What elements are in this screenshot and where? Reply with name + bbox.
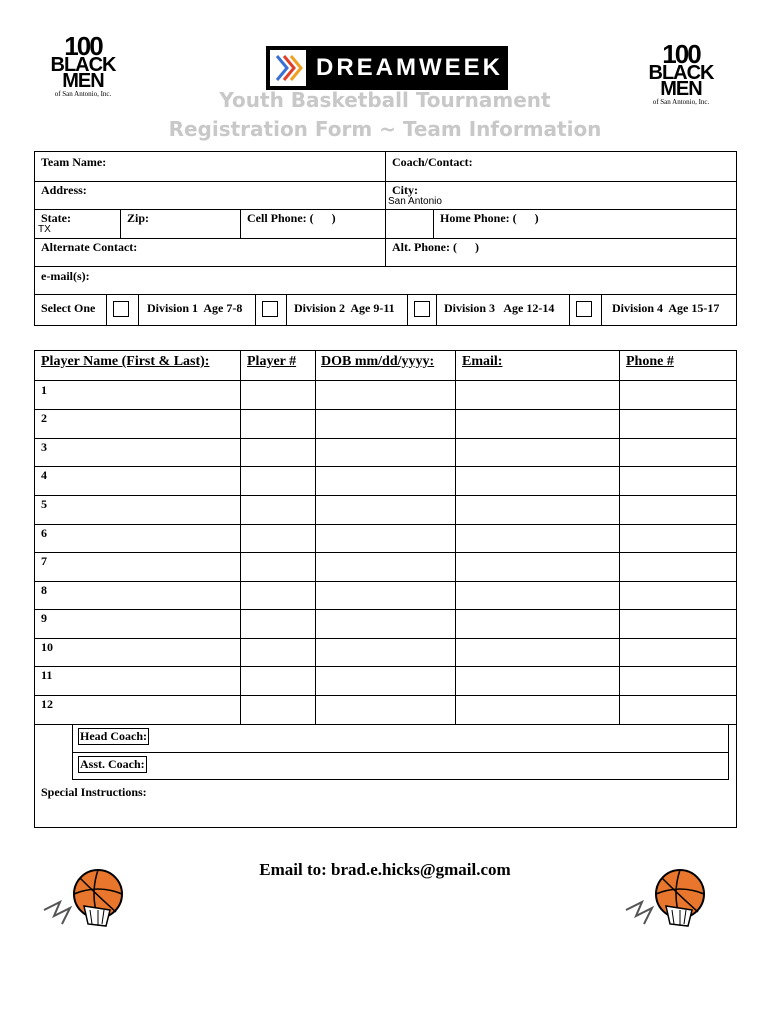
100-black-men-logo-left: 100 BLACK MEN of San Antonio, Inc.: [50, 31, 116, 98]
basketball-mascot-right-icon: [622, 866, 712, 935]
zip-field[interactable]: Zip:: [127, 211, 150, 225]
dreamweek-logo: DREAMWEEK: [266, 46, 508, 90]
alt-phone-field[interactable]: Alt. Phone: ( ): [392, 240, 479, 254]
row-divider: [34, 409, 737, 410]
player-row-number: 9: [41, 611, 47, 625]
select-one-label: Select One: [41, 301, 96, 315]
100-black-men-logo-right: 100 BLACK MEN of San Antonio, Inc.: [648, 39, 714, 106]
cell-phone-field[interactable]: Cell Phone: ( ): [247, 211, 336, 225]
form-title-line2: Registration Form ~ Team Information: [168, 117, 602, 141]
coach-contact-field[interactable]: Coach/Contact:: [392, 155, 473, 169]
header-player-number: Player #: [247, 354, 297, 369]
state-value: TX: [38, 224, 51, 235]
form-title-line1: Youth Basketball Tournament: [219, 88, 551, 112]
division-2-label: Division 2 Age 9-11: [294, 301, 395, 315]
basketball-mascot-left-icon: [40, 866, 130, 935]
player-row-number: 2: [41, 411, 47, 425]
asst-coach-field[interactable]: Asst. Coach:: [80, 757, 145, 771]
home-phone-field[interactable]: Home Phone: ( ): [440, 211, 539, 225]
player-row-number: 1: [41, 383, 47, 397]
player-row-number: 10: [41, 640, 53, 654]
division-2-checkbox[interactable]: [262, 301, 278, 317]
address-field[interactable]: Address:: [41, 183, 87, 197]
alternate-contact-field[interactable]: Alternate Contact:: [41, 240, 138, 254]
division-3-label: Division 3 Age 12-14: [444, 301, 555, 315]
row-divider: [34, 695, 737, 696]
player-row-number: 5: [41, 497, 47, 511]
city-value: San Antonio: [388, 196, 442, 207]
row-divider: [34, 552, 737, 553]
player-row-number: 6: [41, 526, 47, 540]
email-to-text: Email to: brad.e.hicks@gmail.com: [259, 860, 511, 879]
header-phone: Phone #: [626, 354, 674, 369]
city-field[interactable]: City:: [392, 183, 418, 197]
chevrons-icon: [270, 50, 306, 86]
player-row-number: 4: [41, 468, 47, 482]
player-row-number: 12: [41, 697, 53, 711]
header-player-name: Player Name (First & Last):: [41, 354, 210, 369]
email-field[interactable]: e-mail(s):: [41, 269, 90, 283]
special-instructions-field[interactable]: Special Instructions:: [41, 785, 147, 799]
row-divider: [34, 495, 737, 496]
division-1-label: Division 1 Age 7-8: [147, 301, 243, 315]
row-divider: [34, 638, 737, 639]
state-field[interactable]: State:: [41, 211, 71, 225]
division-3-checkbox[interactable]: [414, 301, 430, 317]
row-divider: [34, 609, 737, 610]
row-divider: [34, 666, 737, 667]
division-1-checkbox[interactable]: [113, 301, 129, 317]
head-coach-field[interactable]: Head Coach:: [80, 729, 147, 743]
division-4-checkbox[interactable]: [576, 301, 592, 317]
player-row-number: 11: [41, 668, 53, 682]
player-row-number: 8: [41, 583, 47, 597]
row-divider: [34, 438, 737, 439]
header-dob: DOB mm/dd/yyyy:: [321, 354, 435, 369]
player-row-number: 7: [41, 554, 47, 568]
row-divider: [34, 524, 737, 525]
row-divider: [34, 466, 737, 467]
player-row-number: 3: [41, 440, 47, 454]
division-4-label: Division 4 Age 15-17: [612, 301, 720, 315]
row-divider: [34, 581, 737, 582]
team-name-field[interactable]: Team Name:: [41, 155, 107, 169]
header-email: Email:: [462, 354, 503, 369]
